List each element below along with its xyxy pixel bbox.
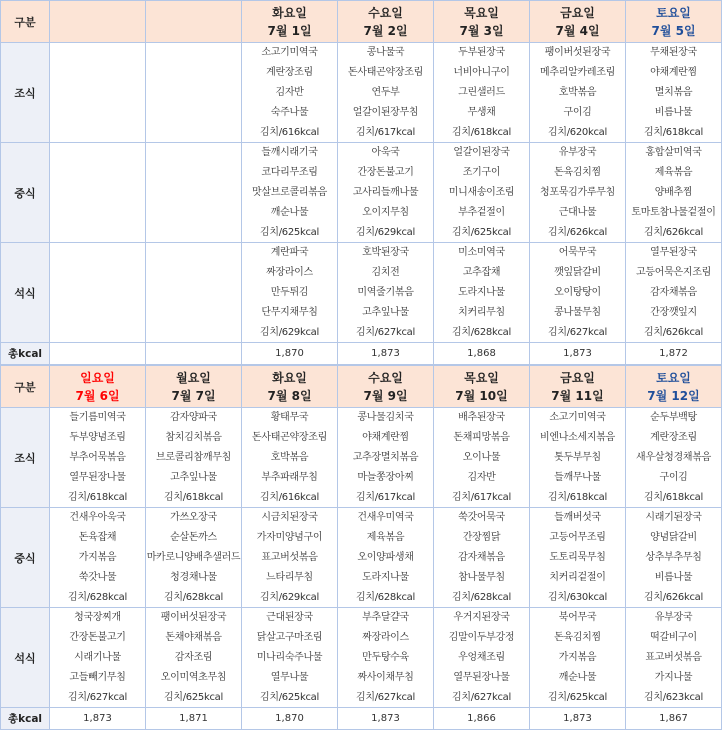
day-header	[50, 366, 146, 408]
menu-item: 김치/623kcal	[644, 691, 703, 703]
header-label: 구분	[1, 366, 50, 408]
menu-item: 고등어묵은지조림	[636, 266, 711, 278]
menu-item: 순살돈까스	[170, 531, 217, 543]
menu-item: 김치/618kcal	[68, 491, 127, 503]
menu-item: 김자반	[275, 86, 304, 98]
menu-item: 제육볶음	[654, 166, 693, 178]
menu-item: 톳두부무침	[554, 451, 601, 463]
menu-item: 계란장조림	[650, 431, 697, 443]
menu-item: 얼갈이된장국	[453, 146, 510, 158]
menu-item: 가지볶음	[78, 551, 117, 563]
menu-item: 조기구이	[462, 166, 501, 178]
menu-cell-breakfast	[434, 408, 530, 508]
menu-item: 열무나물	[270, 671, 309, 683]
menu-item: 홍합살미역국	[645, 146, 702, 158]
menu-item: 건새우미역국	[357, 511, 414, 523]
menu-item: 쑥갓나물	[78, 571, 117, 583]
menu-cell-lunch	[50, 143, 146, 243]
menu-item: 김치/627kcal	[68, 691, 127, 703]
day-of-week: 월요일	[176, 370, 211, 385]
menu-cell-lunch	[50, 508, 146, 608]
menu-item: 미역줄기볶음	[357, 286, 414, 298]
menu-item: 들깨시래기국	[261, 146, 318, 158]
menu-item: 오이탕탕이	[554, 286, 601, 298]
total-kcal-label: 총kcal	[1, 708, 50, 730]
total-kcal-value: 1,871	[146, 708, 242, 730]
menu-item: 상추부추무침	[645, 551, 702, 563]
day-date: 7월 9일	[363, 388, 408, 403]
menu-item: 김치/618kcal	[644, 491, 703, 503]
menu-cell-lunch	[146, 508, 242, 608]
menu-item: 간장돈불고기	[69, 631, 126, 643]
menu-item: 김치/626kcal	[548, 226, 607, 238]
menu-item: 깨순나물	[270, 206, 309, 218]
menu-item: 짜사이채무침	[357, 671, 414, 683]
meal-label-dinner: 석식	[1, 608, 50, 708]
menu-item: 호박볶음	[558, 86, 597, 98]
menu-item: 표고버섯볶음	[261, 551, 318, 563]
menu-item: 고등어무조림	[549, 531, 606, 543]
menu-item: 청국장찌개	[74, 611, 121, 623]
menu-item: 만두튀김	[270, 286, 309, 298]
menu-item: 쑥갓어묵국	[458, 511, 505, 523]
menu-item: 비엔나소세지볶음	[540, 431, 615, 443]
menu-item: 미니새송이조림	[448, 186, 515, 198]
menu-item: 김치/625kcal	[164, 691, 223, 703]
day-date: 7월 12일	[647, 388, 700, 403]
menu-item: 돈사태곤약장조림	[252, 431, 327, 443]
menu-item: 김치/616kcal	[260, 491, 319, 503]
menu-cell-lunch	[338, 508, 434, 608]
day-header	[530, 366, 626, 408]
menu-item: 치커리겉절이	[549, 571, 606, 583]
menu-item: 열무된장국	[650, 246, 697, 258]
menu-item: 감자조림	[174, 651, 213, 663]
total-kcal-value: 1,873	[530, 343, 626, 365]
menu-item: 무생채	[467, 106, 496, 118]
menu-item: 김자반	[467, 471, 496, 483]
menu-item: 김치/626kcal	[644, 226, 703, 238]
menu-item: 구이김	[659, 471, 688, 483]
day-header	[626, 1, 722, 43]
menu-cell-lunch	[242, 508, 338, 608]
menu-item: 김치/630kcal	[548, 591, 607, 603]
menu-item: 콩나물국	[366, 46, 405, 58]
day-of-week: 목요일	[464, 5, 499, 20]
menu-item: 들깨버섯국	[554, 511, 601, 523]
total-kcal-value	[50, 343, 146, 365]
menu-item: 김치/628kcal	[452, 591, 511, 603]
menu-item: 간장돈불고기	[357, 166, 414, 178]
menu-item: 시금치된장국	[261, 511, 318, 523]
menu-item: 김치/629kcal	[260, 591, 319, 603]
menu-item: 감자채볶음	[458, 551, 505, 563]
day-header	[626, 366, 722, 408]
day-date: 7월 10일	[455, 388, 508, 403]
menu-item: 호박볶음	[270, 451, 309, 463]
menu-cell-dinner	[626, 243, 722, 343]
menu-item: 짜장라이스	[266, 266, 313, 278]
menu-item: 고추잎나물	[362, 306, 409, 318]
menu-cell-lunch	[530, 508, 626, 608]
menu-item: 깻잎닭갈비	[554, 266, 601, 278]
meal-label-lunch: 중식	[1, 508, 50, 608]
meal-label-lunch: 중식	[1, 143, 50, 243]
menu-item: 멸치볶음	[654, 86, 693, 98]
meal-label-breakfast: 조식	[1, 43, 50, 143]
menu-item: 치커리무침	[458, 306, 505, 318]
menu-item: 미소미역국	[458, 246, 505, 258]
menu-cell-breakfast	[242, 43, 338, 143]
menu-item: 도라지나물	[458, 286, 505, 298]
menu-item: 유부장국	[654, 611, 693, 623]
day-date: 7월 4일	[555, 23, 600, 38]
menu-cell-lunch	[434, 143, 530, 243]
menu-item: 가자미양념구이	[256, 531, 323, 543]
menu-cell-breakfast	[146, 43, 242, 143]
menu-item: 부추파래무침	[261, 471, 318, 483]
menu-item: 김치전	[371, 266, 400, 278]
menu-item: 오이나물	[462, 451, 501, 463]
menu-item: 콩나물김치국	[357, 411, 414, 423]
total-kcal-value: 1,873	[530, 708, 626, 730]
menu-item: 도토리묵무침	[549, 551, 606, 563]
menu-item: 새우살청경채볶음	[636, 451, 711, 463]
menu-cell-breakfast	[242, 408, 338, 508]
menu-item: 브로콜리참깨무침	[156, 451, 231, 463]
menu-item: 김치/629kcal	[356, 226, 415, 238]
menu-item: 너비아니구이	[453, 66, 510, 78]
day-date: 7월 2일	[363, 23, 408, 38]
menu-item: 청경채나물	[170, 571, 217, 583]
menu-cell-lunch	[146, 143, 242, 243]
menu-cell-lunch	[626, 143, 722, 243]
menu-item: 김치/625kcal	[260, 691, 319, 703]
menu-cell-dinner	[626, 608, 722, 708]
menu-cell-lunch	[242, 143, 338, 243]
menu-item: 야채계란찜	[362, 431, 409, 443]
menu-item: 김치/618kcal	[164, 491, 223, 503]
meal-label-dinner: 석식	[1, 243, 50, 343]
menu-cell-dinner	[242, 608, 338, 708]
menu-item: 김치/626kcal	[644, 591, 703, 603]
menu-item: 돈육잡채	[78, 531, 117, 543]
menu-item: 김말이두부강정	[448, 631, 515, 643]
menu-item: 우거지된장국	[453, 611, 510, 623]
menu-cell-dinner	[146, 243, 242, 343]
menu-item: 소고기미역국	[261, 46, 318, 58]
menu-item: 고사리들깨나물	[352, 186, 419, 198]
menu-item: 순두부백탕	[650, 411, 697, 423]
day-of-week: 화요일	[272, 5, 307, 20]
menu-item: 맛살브로콜리볶음	[252, 186, 327, 198]
total-kcal-value: 1,868	[434, 343, 530, 365]
menu-item: 구이김	[563, 106, 592, 118]
menu-item: 느타리무침	[266, 571, 313, 583]
day-date: 7월 11일	[551, 388, 604, 403]
day-header	[146, 1, 242, 43]
menu-item: 얼갈이된장무침	[352, 106, 419, 118]
menu-item: 시래기나물	[74, 651, 121, 663]
menu-item: 두부된장국	[458, 46, 505, 58]
day-of-week: 수요일	[368, 370, 403, 385]
menu-item: 김치/628kcal	[356, 591, 415, 603]
menu-item: 김치/618kcal	[548, 491, 607, 503]
menu-cell-dinner	[146, 608, 242, 708]
menu-item: 간장깻잎지	[650, 306, 697, 318]
menu-item: 김치/629kcal	[260, 326, 319, 338]
total-kcal-value: 1,870	[242, 343, 338, 365]
menu-item: 고추잡채	[462, 266, 501, 278]
menu-item: 김치/625kcal	[548, 691, 607, 703]
menu-item: 연두부	[371, 86, 400, 98]
menu-cell-lunch	[626, 508, 722, 608]
menu-item: 단무지채무침	[261, 306, 318, 318]
menu-item: 김치/627kcal	[356, 691, 415, 703]
menu-item: 표고버섯볶음	[645, 651, 702, 663]
day-date: 7월 1일	[267, 23, 312, 38]
menu-item: 도라지나물	[362, 571, 409, 583]
menu-item: 깨순나물	[558, 671, 597, 683]
menu-item: 열무된장나물	[453, 671, 510, 683]
menu-item: 호박된장국	[362, 246, 409, 258]
menu-item: 오이미역초무침	[160, 671, 227, 683]
menu-item: 돈육김치찜	[554, 631, 601, 643]
menu-item: 마카로니양배추샐러드	[146, 551, 241, 563]
menu-cell-breakfast	[530, 408, 626, 508]
menu-cell-dinner	[530, 608, 626, 708]
menu-item: 비름나물	[654, 106, 693, 118]
menu-item: 돈채피망볶음	[453, 431, 510, 443]
day-date: 7월 6일	[75, 388, 120, 403]
menu-item: 토마토참나물겉절이	[631, 206, 716, 218]
total-kcal-value: 1,866	[434, 708, 530, 730]
menu-item: 비름나물	[654, 571, 693, 583]
day-of-week: 목요일	[464, 370, 499, 385]
menu-item: 근대나물	[558, 206, 597, 218]
menu-item: 팽이버섯된장국	[544, 46, 611, 58]
menu-item: 무채된장국	[650, 46, 697, 58]
menu-item: 콩나물무침	[554, 306, 601, 318]
menu-item: 계란장조림	[266, 66, 313, 78]
menu-cell-dinner	[50, 608, 146, 708]
menu-item: 메추리알카레조림	[540, 66, 615, 78]
menu-item: 제육볶음	[366, 531, 405, 543]
menu-item: 김치/625kcal	[452, 226, 511, 238]
total-kcal-value	[146, 343, 242, 365]
menu-item: 부추달걀국	[362, 611, 409, 623]
menu-cell-dinner	[530, 243, 626, 343]
menu-item: 배추된장국	[458, 411, 505, 423]
menu-item: 가쓰오장국	[170, 511, 217, 523]
menu-item: 김치/618kcal	[452, 126, 511, 138]
day-header	[434, 1, 530, 43]
menu-cell-breakfast	[146, 408, 242, 508]
menu-item: 짜장라이스	[362, 631, 409, 643]
total-kcal-value: 1,873	[338, 343, 434, 365]
menu-item: 마늘쫑장아찌	[357, 471, 414, 483]
day-header	[338, 366, 434, 408]
menu-item: 소고기미역국	[549, 411, 606, 423]
total-kcal-value: 1,873	[50, 708, 146, 730]
total-kcal-value: 1,867	[626, 708, 722, 730]
day-of-week: 수요일	[368, 5, 403, 20]
menu-item: 김치/627kcal	[452, 691, 511, 703]
day-of-week: 화요일	[272, 370, 307, 385]
menu-cell-lunch	[434, 508, 530, 608]
menu-item: 유부장국	[558, 146, 597, 158]
menu-cell-breakfast	[50, 43, 146, 143]
menu-cell-breakfast	[626, 408, 722, 508]
menu-cell-lunch	[530, 143, 626, 243]
menu-item: 건새우아욱국	[69, 511, 126, 523]
menu-item: 아욱국	[371, 146, 400, 158]
menu-item: 그린샐러드	[458, 86, 505, 98]
day-header	[146, 366, 242, 408]
total-kcal-label: 총kcal	[1, 343, 50, 365]
menu-item: 감자양파국	[170, 411, 217, 423]
day-header	[242, 366, 338, 408]
menu-item: 닭살고구마조림	[256, 631, 323, 643]
menu-item: 가지볶음	[558, 651, 597, 663]
menu-item: 참나물무침	[458, 571, 505, 583]
menu-item: 고들빼기무침	[69, 671, 126, 683]
menu-cell-breakfast	[434, 43, 530, 143]
day-header	[242, 1, 338, 43]
menu-cell-dinner	[434, 243, 530, 343]
menu-item: 황태무국	[270, 411, 309, 423]
menu-item: 열무된장나물	[69, 471, 126, 483]
menu-item: 들기름미역국	[69, 411, 126, 423]
menu-item: 김치/626kcal	[644, 326, 703, 338]
day-of-week: 일요일	[80, 370, 115, 385]
menu-item: 청포묵김가루무침	[540, 186, 615, 198]
header-label: 구분	[1, 1, 50, 43]
day-header	[50, 1, 146, 43]
menu-item: 김치/627kcal	[356, 326, 415, 338]
menu-item: 김치/617kcal	[356, 126, 415, 138]
menu-item: 오이지무침	[362, 206, 409, 218]
menu-item: 두부양념조림	[69, 431, 126, 443]
menu-item: 김치/628kcal	[164, 591, 223, 603]
menu-cell-breakfast	[530, 43, 626, 143]
menu-item: 부추겉절이	[458, 206, 505, 218]
total-kcal-value: 1,873	[338, 708, 434, 730]
menu-item: 미나리숙주나물	[256, 651, 323, 663]
menu-item: 시래기된장국	[645, 511, 702, 523]
day-date: 7월 8일	[267, 388, 312, 403]
menu-cell-dinner	[338, 243, 434, 343]
menu-item: 김치/616kcal	[260, 126, 319, 138]
menu-item: 김치/620kcal	[548, 126, 607, 138]
menu-item: 김치/625kcal	[260, 226, 319, 238]
day-date: 7월 7일	[171, 388, 216, 403]
menu-item: 돈채야채볶음	[165, 631, 222, 643]
menu-cell-dinner	[434, 608, 530, 708]
menu-item: 김치/617kcal	[452, 491, 511, 503]
menu-item: 가지나물	[654, 671, 693, 683]
menu-cell-dinner	[50, 243, 146, 343]
menu-cell-breakfast	[626, 43, 722, 143]
day-of-week: 토요일	[656, 5, 691, 20]
menu-item: 김치/628kcal	[452, 326, 511, 338]
menu-item: 우엉채조림	[458, 651, 505, 663]
day-header	[338, 1, 434, 43]
menu-item: 오이양파생채	[357, 551, 414, 563]
menu-item: 어묵무국	[558, 246, 597, 258]
menu-cell-dinner	[338, 608, 434, 708]
menu-item: 돈사태곤약장조림	[348, 66, 423, 78]
day-header	[530, 1, 626, 43]
menu-item: 북어무국	[558, 611, 597, 623]
menu-item: 참치김치볶음	[165, 431, 222, 443]
menu-item: 숙주나물	[270, 106, 309, 118]
day-header	[434, 366, 530, 408]
menu-cell-lunch	[338, 143, 434, 243]
menu-item: 만두탕수육	[362, 651, 409, 663]
day-of-week: 토요일	[656, 370, 691, 385]
total-kcal-value: 1,872	[626, 343, 722, 365]
menu-cell-breakfast	[338, 43, 434, 143]
day-of-week: 금요일	[560, 5, 595, 20]
menu-item: 간장찜닭	[462, 531, 501, 543]
menu-item: 부추어묵볶음	[69, 451, 126, 463]
menu-item: 양배추찜	[654, 186, 693, 198]
menu-item: 김치/617kcal	[356, 491, 415, 503]
menu-item: 고추장멸치볶음	[352, 451, 419, 463]
day-of-week: 금요일	[560, 370, 595, 385]
menu-item: 양념닭갈비	[650, 531, 697, 543]
menu-item: 김치/628kcal	[68, 591, 127, 603]
menu-item: 코다리무조림	[261, 166, 318, 178]
day-date: 7월 5일	[651, 23, 696, 38]
menu-item: 계란파국	[270, 246, 309, 258]
meal-label-breakfast: 조식	[1, 408, 50, 508]
menu-item: 김치/627kcal	[548, 326, 607, 338]
day-date: 7월 3일	[459, 23, 504, 38]
total-kcal-value: 1,870	[242, 708, 338, 730]
menu-week-2	[0, 365, 722, 730]
menu-cell-breakfast	[50, 408, 146, 508]
menu-item: 들깨무나물	[554, 471, 601, 483]
menu-item: 김치/618kcal	[644, 126, 703, 138]
menu-item: 고추잎나물	[170, 471, 217, 483]
menu-item: 야채계란찜	[650, 66, 697, 78]
menu-item: 팽이버섯된장국	[160, 611, 227, 623]
menu-item: 근대된장국	[266, 611, 313, 623]
menu-item: 돈육김치찜	[554, 166, 601, 178]
menu-item: 떡갈비구이	[650, 631, 697, 643]
menu-cell-dinner	[242, 243, 338, 343]
menu-item: 감자채볶음	[650, 286, 697, 298]
menu-cell-breakfast	[338, 408, 434, 508]
